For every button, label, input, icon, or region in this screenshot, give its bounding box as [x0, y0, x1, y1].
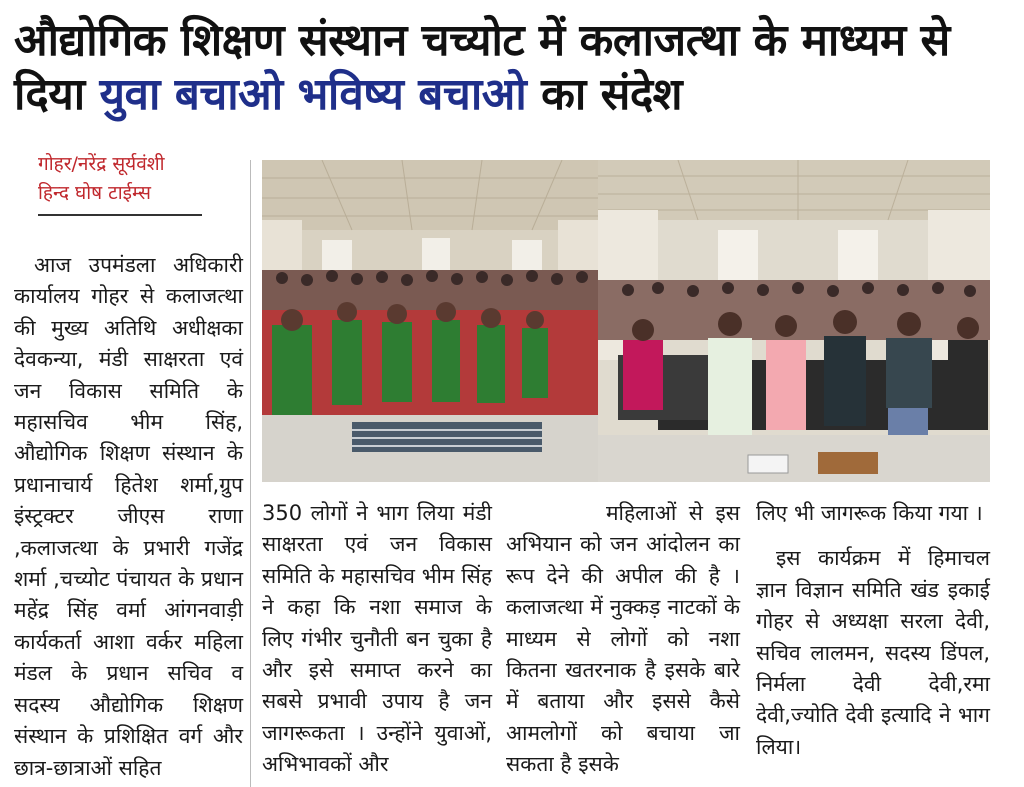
- article-text-1: आज उपमंडला अधिकारी कार्यालय गोहर से कलाजत्था की मुख्य अतिथि अधीक्षका देवकन्या, मंडी साक्षरता एवं जन विकास समिति के महासचिव भीम सिंह, औद्योगिक शिक्षण संस्थान के प्रधानाचार्य हितेश शर्मा,ग्रुप इंस्ट्रक्टर जीएस राणा ,कलाजत्था के प्रभारी गजेंद्र शर्मा ,चच्योट पंचायत के प्रधान महेंद्र सिंह वर्मा आंगनवाड़ी कार्यकर्ता आशा वर्कर महिला मंडल के प्रधान सचिव व सदस्य औद्योगिक शिक्षण संस्थान के प्रशिक्षित वर्ग और छात्र-छात्राओं सहित: [14, 253, 243, 780]
- headline-part-1: औद्योगिक शिक्षण संस्थान चच्योट में कलाजत्था के माध्यम से दिया: [14, 15, 950, 120]
- article-text-4b: इस कार्यक्रम में हिमाचल ज्ञान विज्ञान समिति खंड इकाई गोहर से अध्यक्षा सरला देवी, सचिव लालमन, सदस्य डिंपल, निर्मला देवी देवी,रमा देवी,ज्योति देवी इत्यादि ने भाग लिया।: [756, 546, 990, 759]
- headline-part-2: का संदेश: [541, 69, 683, 120]
- article-text-4a: लिए भी जागरूक किया गया ।: [756, 501, 983, 525]
- byline-publication: हिन्द घोष टाईम्स: [38, 182, 152, 204]
- headline: [14, 14, 1014, 122]
- byline-author: गोहर/नरेंद्र सूर्यवंशी: [38, 153, 165, 175]
- headline-highlight: युवा बचाओ भविष्य बचाओ: [99, 69, 527, 120]
- article-text-3: महिलाओं से इस अभियान को जन आंदोलन का रूप देने की अपील की है । कलाजत्था में नुक्कड़ नाटकों के माध्यम से लोगों को नशा कितना खतरनाक है इसके बारे में बताया और इससे कैसे आमलोगों को बचाया जा सकता है इसके: [506, 501, 740, 777]
- photo-hall-audience: [262, 160, 598, 482]
- article-column-2: [262, 498, 492, 781]
- column-divider: [250, 160, 251, 787]
- article-column-3: [506, 498, 740, 781]
- photo-dignitaries: [598, 160, 990, 482]
- article-text-2: 350 लोगों ने भाग लिया मंडी साक्षरता एवं जन विकास समिति के महासचिव भीम सिंह ने कहा कि नशा समाज के लिए गंभीर चुनौती बन चुका है और इसे समाप्त करने का सबसे प्रभावी उपाय है जन जागरूकता । उन्होंने युवाओं, अभिभावकों और: [262, 501, 492, 777]
- article-column-4: [756, 498, 990, 763]
- article-column-1: [14, 250, 243, 784]
- byline: [38, 150, 202, 216]
